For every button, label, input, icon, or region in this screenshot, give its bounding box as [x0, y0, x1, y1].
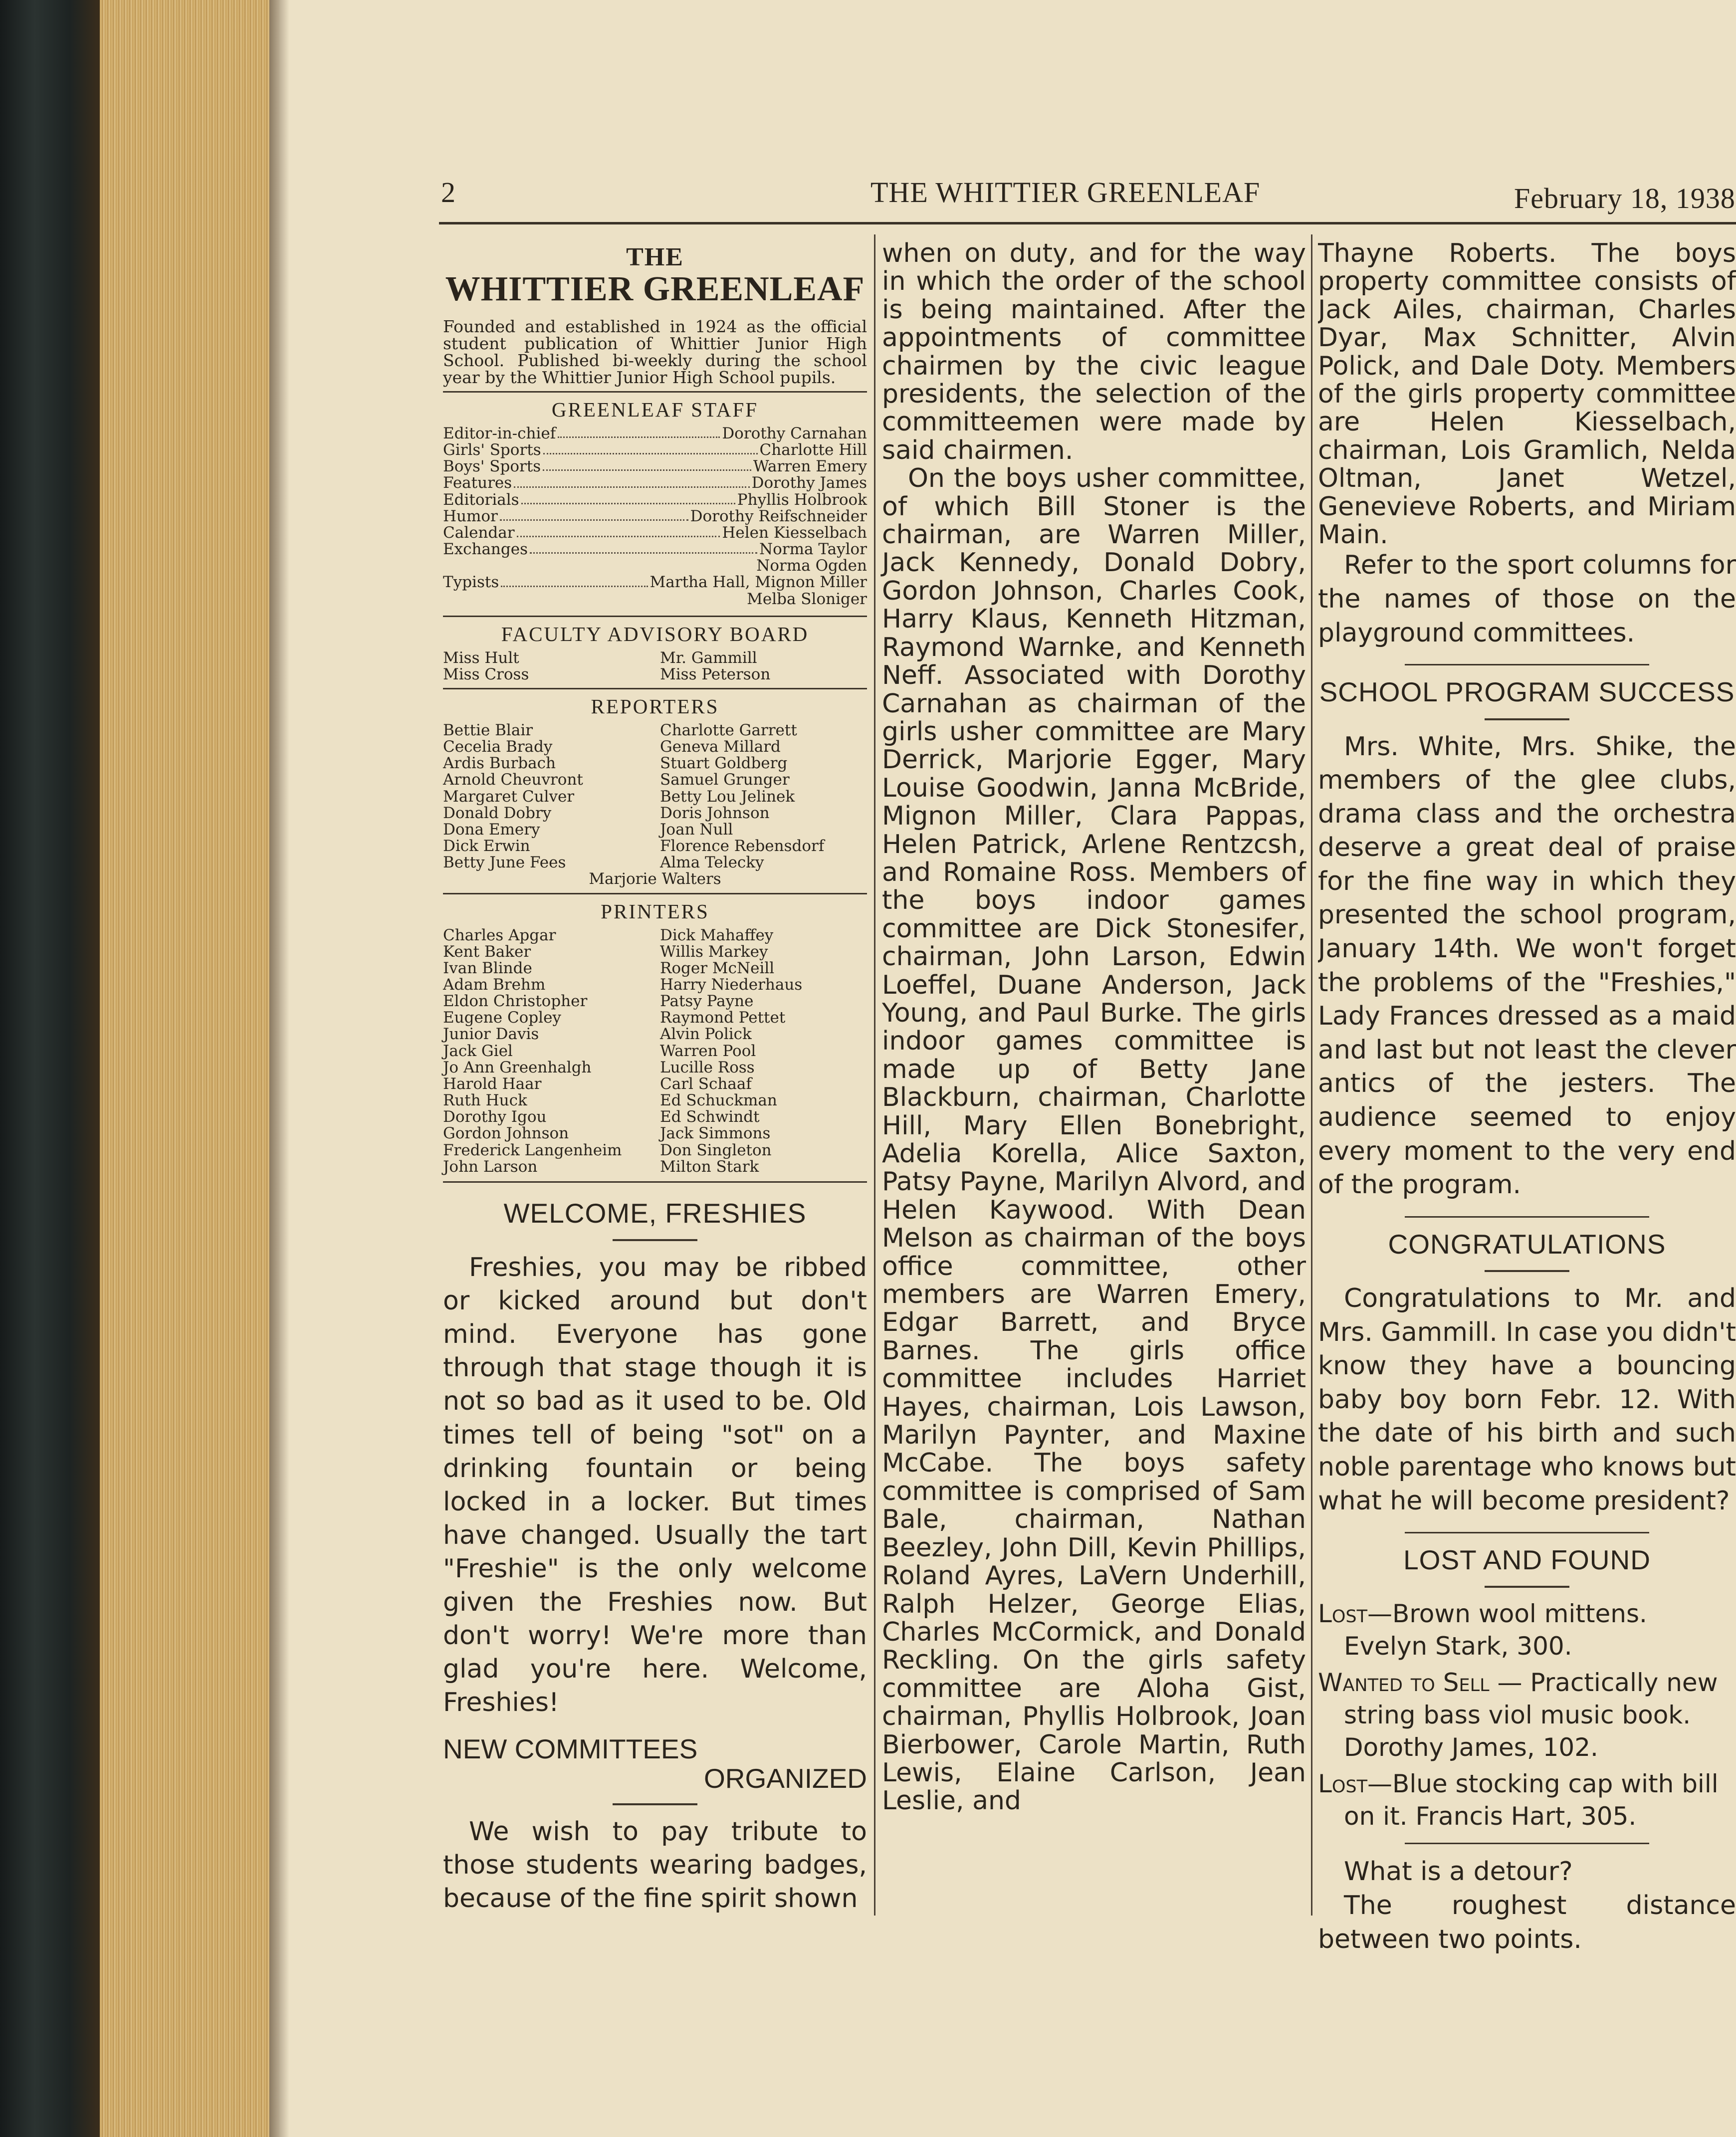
faculty-name: Mr. Gammill [660, 648, 757, 667]
running-title: THE WHITTIER GREENLEAF [870, 176, 1261, 209]
committees-list: On the boys usher committee, of which Bill Stoner is the chairman, are Warren Miller, Jack Kennedy, Donald Dobry, Gordon Johnson, Charles Cook, Harry Klaus, Kenneth Hitzman, Raymond Warnke, and Kenneth Neff. Associated with Dorothy Carnahan as chairman of the girls usher committee are Mary Derrick, Marjorie Egger, Mary Louise Goodwin, Janna McBride, Mignon Miller, Clara Pappas, Helen Patrick, Arlene Rentzcsh, and Romaine Ross. Members of the boys indoor games committee are Dick Stonesifer, chairman, John Larson, Edwin Loeffel, Duane Anderson, Jack Young, and Paul Burke. The girls indoor games committee is made up of Betty Jane Blackburn, chairman, Charlotte Hill, Mary Ellen Bonebright, Adelia Korella, Alice Saxton, Patsy Payne, Marilyn Alvord, and Helen Kaywood. With Dean Melson as chairman of the boys office committee, other members are Warren Emery, Edgar Barrett, and Bryce Barnes. The girls office committee includes Harriet Hayes, chairman, Lois Lawson, Marilyn Paynter, and Maxine McCabe. The boys safety committee is comprised of Sam Bale, chairman, Nathan Beezley, John Dill, Kevin Phillips, Roland Ayres, LaVern Underhill, Ralph Helzer, George Elias, Charles McCormick, and Donald Reckling. On the girls safety committee are Aloha Gist, chairman, Phyllis Holbrook, Joan Bierbower, Carole Martin, Ruth Lewis, Elaine Carlson, Jean Leslie, and [882, 463, 1306, 1816]
staff-list [443, 426, 867, 608]
divider [443, 893, 867, 894]
divider [443, 391, 867, 393]
staff-row: Girls' Sports Charlotte Hill [443, 441, 867, 459]
program-body: Mrs. White, Mrs. Shike, the members of the glee clubs, drama class and the orchestra deserve a great deal of praise for the fine way in which they presented the school program, January 14th. We won't forget the problems of the "Freshies," Lady Frances dressed as a maid and last but not least the clever antics of the jesters. The audience seemed to enjoy every moment to the very end of the program. [1318, 731, 1736, 1200]
column-2 [882, 239, 1306, 1815]
divider [443, 616, 867, 617]
divider [443, 688, 867, 689]
faculty-name: Miss Cross [443, 665, 529, 683]
issue-date: February 18, 1938 [1514, 182, 1736, 214]
reporter-name: Marjorie Walters [589, 870, 721, 888]
masthead-description: Founded and established in 1924 as the official student publication of Whittier Junior High School. Published bi-weekly during the school year by the Whittier Junior High School pupils. [443, 317, 867, 387]
lost-found-heading: LOST AND FOUND [1403, 1544, 1651, 1576]
committees-note: Refer to the sport columns for the names of those on the playground committees. [1318, 550, 1736, 648]
staff-row: Typists Martha Hall, Mignon Miller [443, 573, 867, 592]
staff-heading: GREENLEAF STAFF [551, 398, 759, 421]
staff-row: Editorials Phyllis Holbrook [443, 490, 867, 509]
staff-row: Melba Sloniger [747, 590, 867, 608]
heading-rule [1485, 1586, 1569, 1588]
section-rule [1405, 664, 1649, 665]
section-rule [1405, 1843, 1649, 1844]
gutter-shadow [269, 0, 289, 2137]
printers-heading: PRINTERS [601, 899, 709, 923]
heading-rule [613, 1803, 697, 1805]
staff-row: Editor-in-chief Dorothy Carnahan [443, 424, 867, 442]
heading-rule [1485, 1270, 1569, 1272]
section-rule [1405, 1532, 1649, 1533]
classified-item: Lost—Brown wool mittens. Evelyn Stark, 300. [1318, 1599, 1647, 1661]
masthead-title: WHITTIER GREENLEAF [445, 270, 865, 308]
book-binding [0, 0, 100, 2137]
faculty-name: Miss Hult [443, 648, 519, 667]
faculty-heading: FACULTY ADVISORY BOARD [501, 622, 809, 645]
welcome-body: Freshies, you may be ribbed or kicked around but don't mind. Everyone has gone through that stage though it is not so bad as it used to be. Old times tell of being "sot" on a drinking fountain or being locked in a locker. But times have changed. Usually the tart "Freshie" is the only welcome given the Freshies now. But don't worry! We're more than glad you're here. Welcome, Freshies! [443, 1253, 867, 1718]
page-number: 2 [441, 176, 456, 209]
masthead-the: THE [626, 243, 684, 271]
staff-row: Features Dorothy James [443, 474, 867, 492]
congrats-heading: CONGRATULATIONS [1388, 1228, 1666, 1260]
column-rule [874, 234, 875, 1916]
classified-item: Wanted to Sell — Practically new string bass viol music book. Dorothy James, 102. [1318, 1668, 1718, 1762]
joke-answer: The roughest distance between two points. [1318, 1891, 1736, 1954]
reporters-list: Bettie Blair Charlotte Garrett Cecelia Brady Geneva Millard Ardis Burbach Stuart Goldberg Arnold Cheuvront Samuel Grunger Margaret Culver Betty Lou Jelinek Donald Dobry Doris Johnson Dona Emery Joan Null Dick Erwin Florence Rebensdorf Betty June Fees Alma Telecky [443, 721, 825, 872]
committees-list-cont: Thayne Roberts. The boys property committee consists of Jack Ailes, chairman, Charles Dyar, Max Schnitter, Alvin Polick, and Dale Doty. Members of the girls property committee are Helen Kiesselbach, chairman, Lois Gramlich, Nelda Oltman, Janet Wetzel, Genevieve Roberts, and Miriam Main. [1318, 239, 1736, 550]
committees-heading-line-2: ORGANIZED [704, 1763, 867, 1794]
staff-row: Boys' Sports Warren Emery [443, 457, 867, 476]
column-rule [1311, 234, 1312, 1916]
column-1 [443, 239, 867, 1916]
header-rule [439, 222, 1736, 224]
staff-row: Exchanges Norma Taylor [443, 540, 867, 559]
congrats-body: Congratulations to Mr. and Mrs. Gammill. In case you didn't know they have a bouncing baby boy born Febr. 12. With the date of his birth and such noble parentage who knows but what he will become president? [1318, 1283, 1736, 1516]
staff-row: Norma Ogden [756, 557, 867, 575]
reporters-heading: REPORTERS [591, 694, 719, 718]
faculty-list [443, 650, 867, 683]
heading-rule [613, 1239, 697, 1241]
committees-heading-line-1: NEW COMMITTEES [443, 1733, 698, 1765]
committees-intro-cont: when on duty, and for the way in which the order of the school is being maintained. After the appointments of committee chairmen by the civic league presidents, the selection of the committeemen were made by said chairmen. [882, 238, 1306, 465]
column-3 [1318, 239, 1736, 1956]
staff-row: Calendar Helen Kiesselbach [443, 523, 867, 542]
section-rule [1405, 1216, 1649, 1218]
faculty-name: Miss Peterson [660, 665, 771, 683]
divider [443, 1181, 867, 1183]
committees-intro: We wish to pay tribute to those students wearing badges, because of the fine spirit shown [443, 1816, 867, 1914]
heading-rule [1485, 718, 1569, 720]
printers-list: Charles Apgar Dick Mahaffey Kent Baker Willis Markey Ivan Blinde Roger McNeill Adam Brehm Harry Niederhaus Eldon Christopher Patsy Payne Eugene Copley Raymond Pettet Junior Davis Alvin Polick Jack Giel Warren Pool Jo Ann Greenhalgh Lucille Ross Harold Haar Carl Schaaf Ruth Huck Ed Schuckman Dorothy Igou Ed Schwindt Gordon Johnson Jack Simmons Frederick Langenheim Don Singleton John Larson Milton Stark [443, 926, 803, 1176]
welcome-heading: WELCOME, FRESHIES [503, 1197, 807, 1229]
page-edges [100, 0, 269, 2137]
joke-question: What is a detour? [1344, 1857, 1573, 1887]
program-heading: SCHOOL PROGRAM SUCCESS [1319, 676, 1735, 708]
staff-row: Humor Dorothy Reifschneider [443, 507, 867, 525]
classified-item: Lost—Blue stocking cap with bill on it. Francis Hart, 305. [1318, 1769, 1719, 1831]
